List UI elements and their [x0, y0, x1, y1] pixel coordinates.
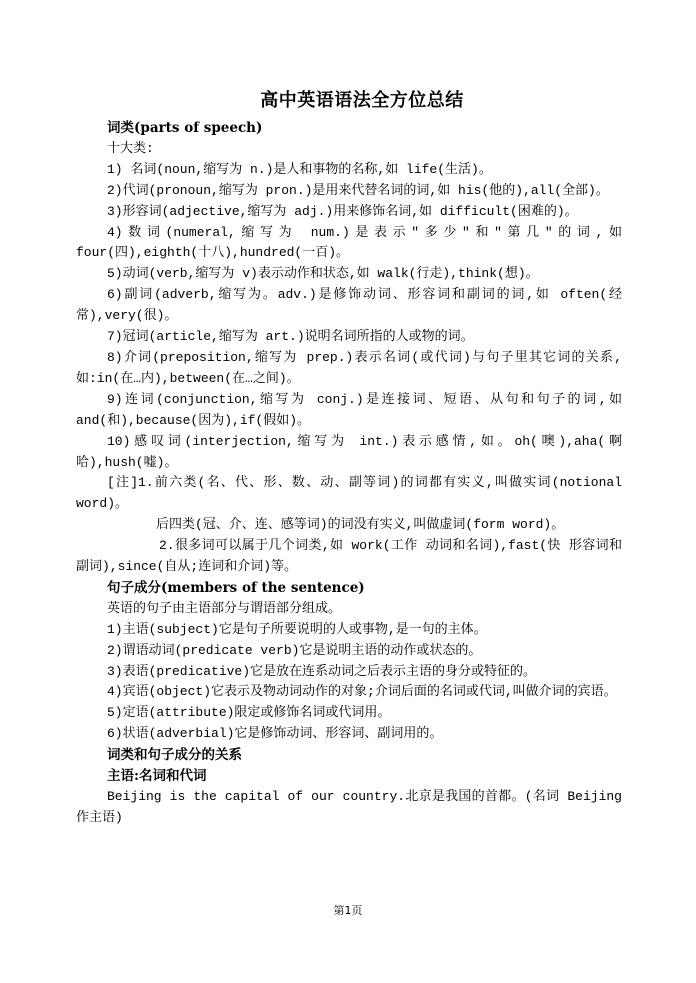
list-item: 4)数词(numeral,缩写为 num.)是表示"多少"和"第几"的词,如 four(四),eighth(十八),hundred(一百)。 — [76, 224, 622, 261]
document-body — [76, 86, 622, 829]
subheading: 主语:名词和代词 — [107, 768, 207, 785]
section-heading-relation: 词类和句子成分的关系 — [107, 747, 242, 764]
list-item: 9)连词(conjunction,缩写为 conj.)是连接词、短语、从句和句子的词,如 and(和),because(因为),if(假如)。 — [76, 391, 622, 428]
page-title: 高中英语语法全方位总结 — [260, 90, 464, 111]
list-item: 2)谓语动词(predicate verb)它是说明主语的动作或状态的。 — [107, 642, 482, 658]
list-item: 7)冠词(article,缩写为 art.)说明名词所指的人或物的词。 — [107, 329, 474, 345]
list-item: 6)副词(adverb,缩写为。adv.)是修饰动词、形容词和副词的词,如 often(经常),very(很)。 — [76, 287, 622, 324]
example-sentence: Beijing is the capital of our country.北京是我国的首都。(名词 Beijing 作主语) — [76, 789, 622, 825]
page-number: 第1页 — [333, 904, 363, 917]
list-item: 5)定语(attribute)限定或修饰名词或代词用。 — [107, 705, 391, 721]
note: [注]1.前六类(名、代、形、数、动、副等词)的词都有实义,叫做实词(notional word)。 — [76, 475, 622, 512]
list-item: 5)动词(verb,缩写为 v)表示动作和状态,如 walk(行走),think(想)。 — [107, 266, 539, 282]
list-item: 6)状语(adverbial)它是修饰动词、形容词、副词用的。 — [107, 726, 443, 742]
list-item: 1)主语(subject)它是句子所要说明的人或事物,是一句的主体。 — [107, 621, 487, 637]
list-item: 2)代词(pronoun,缩写为 pron.)是用来代替名词的词,如 his(他的),all(全部)。 — [107, 182, 609, 198]
paragraph: 十大类: — [107, 140, 154, 156]
section-heading-members: 句子成分(members of the sentence) — [107, 579, 365, 596]
note: 2.很多词可以属于几个词类,如 work(工作 动词和名词),fast(快 形容词和副词),since(自从;连词和介词)等。 — [76, 538, 622, 575]
list-item: 10)感叹词(interjection,缩写为 int.)表示感情,如。oh(噢),aha(啊哈),hush(嘘)。 — [76, 433, 622, 470]
list-item: 3)形容词(adjective,缩写为 adj.)用来修饰名词,如 difficult(困难的)。 — [107, 203, 578, 219]
list-item: 4)宾语(object)它表示及物动词动作的对象;介词后面的名词或代词,叫做介词的宾语。 — [107, 684, 617, 700]
note: 后四类(冠、介、连、感等词)的词没有实义,叫做虚词(form word)。 — [156, 517, 565, 533]
paragraph: 英语的句子由主语部分与谓语部分组成。 — [107, 600, 342, 616]
section-heading-parts-of-speech: 词类(parts of speech) — [107, 120, 263, 136]
list-item: 3)表语(predicative)它是放在连系动词之后表示主语的身分或特征的。 — [107, 663, 537, 679]
list-item: 1) 名词(noun,缩写为 n.)是人和事物的名称,如 life(生活)。 — [107, 161, 492, 177]
list-item: 8)介词(preposition,缩写为 prep.)表示名词(或代词)与句子里其它词的关系,如:in(在…内),between(在…之间)。 — [76, 349, 622, 386]
